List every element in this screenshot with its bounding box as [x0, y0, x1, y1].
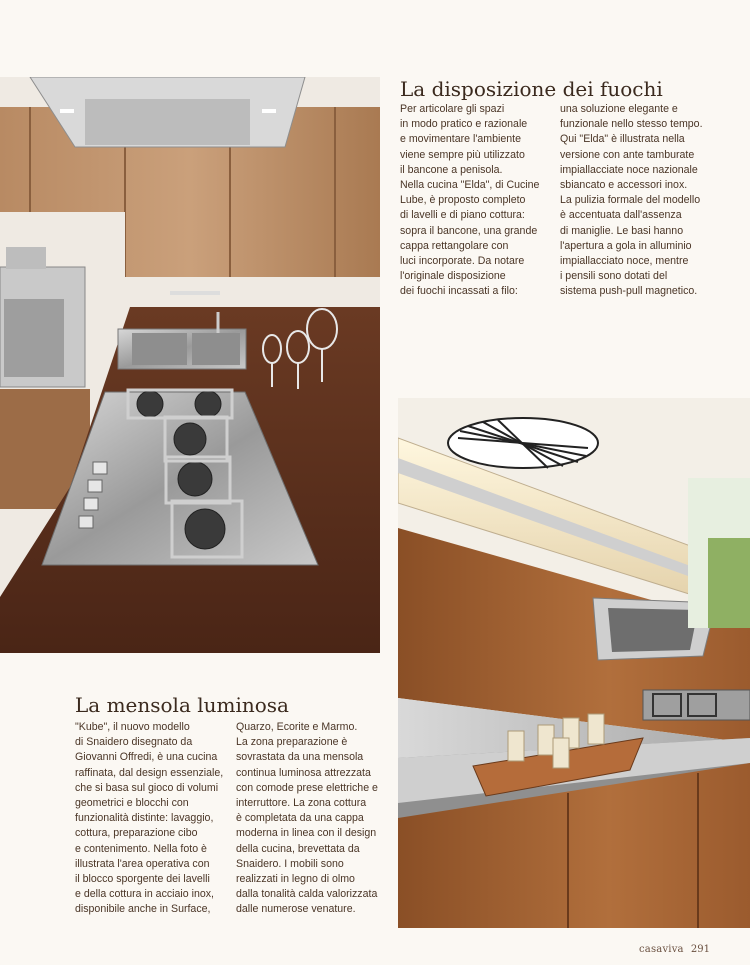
text-line: continua luminosa attrezzata: [236, 766, 371, 779]
text-line: di lavelli e di piano cottura:: [400, 209, 525, 222]
text-line: disponibile anche in Surface,: [75, 903, 211, 916]
text-line: viene sempre più utilizzato: [400, 148, 525, 161]
text-line: sopra il bancone, una grande: [400, 224, 538, 237]
text-line: luci incorporate. Da notare: [400, 255, 525, 268]
text-line: impiallacciate noce nazionale: [560, 163, 698, 176]
text-line: dei fuochi incassati a filo:: [400, 285, 518, 298]
text-line: l'originale disposizione: [400, 270, 506, 283]
text-line: Giovanni Offredi, è una cucina: [75, 751, 218, 764]
text-line: dalle numerose venature.: [236, 903, 356, 916]
text-line: è completata da una cappa: [236, 812, 364, 825]
text-line: in modo pratico e razionale: [400, 118, 528, 131]
text-line: dalla tonalità calda valorizzata: [236, 888, 378, 901]
page-folio: [639, 944, 710, 955]
text-line: geometrici e blocchi con: [75, 797, 189, 810]
text-line: impiallacciato noce, mentre: [560, 255, 689, 268]
text-line: Qui "Elda" è illustrata nella: [560, 133, 685, 146]
text-line: il blocco sporgente dei lavelli: [75, 873, 210, 886]
text-line: Per articolare gli spazi: [400, 103, 505, 115]
text-line: i pensili sono dotati del: [560, 270, 668, 283]
text-line: sbiancato e accessori inox.: [560, 179, 688, 192]
text-line: è accentuata dall'assenza: [560, 209, 682, 222]
text-line: sovrastata da una mensola: [236, 751, 364, 764]
text-line: funzionale nello stesso tempo.: [560, 118, 703, 131]
heading-disposizione-fuochi: La disposizione dei fuochi: [400, 77, 663, 101]
text-line: una soluzione elegante e: [560, 103, 678, 115]
article-bottom-column-right: [236, 720, 378, 918]
text-line: il bancone a penisola.: [400, 163, 503, 176]
text-line: e della cottura in acciaio inox,: [75, 888, 214, 901]
text-line: La pulizia formale del modello: [560, 194, 701, 207]
text-line: di Snaidero disegnato da: [75, 736, 193, 749]
text-line: versione con ante tamburate: [560, 148, 695, 161]
text-line: con comode prese elettriche e: [236, 781, 378, 794]
kitchen-kube-photo: [398, 398, 750, 928]
text-line: e contenimento. Nella foto è: [75, 842, 207, 855]
text-line: di maniglie. Le basi hanno: [560, 224, 684, 237]
page-number: 291: [690, 944, 710, 955]
magazine-name: casaviva: [639, 944, 684, 955]
text-line: che si basa sul gioco di volumi: [75, 781, 219, 794]
text-line: raffinata, dal design essenziale,: [75, 766, 224, 779]
text-line: Quarzo, Ecorite e Marmo.: [236, 721, 358, 733]
text-line: La zona preparazione è: [236, 736, 348, 749]
heading-mensola-luminosa: La mensola luminosa: [75, 693, 289, 717]
text-line: cottura, preparazione cibo: [75, 827, 198, 840]
text-line: illustrata l'area operativa con: [75, 857, 210, 870]
text-line: della cucina, brevettata da: [236, 842, 360, 855]
article-top-column-left: [400, 102, 539, 300]
text-line: Lube, è proposto completo: [400, 194, 526, 207]
text-line: Nella cucina "Elda", di Cucine: [400, 179, 540, 192]
text-line: "Kube", il nuovo modello: [75, 721, 190, 733]
kitchen-elda-photo: [0, 77, 380, 653]
text-line: cappa rettangolare con: [400, 239, 509, 252]
text-line: moderna in linea con il design: [236, 827, 377, 840]
text-line: funzionalità distinte: lavaggio,: [75, 812, 214, 825]
text-line: Snaidero. I mobili sono: [236, 857, 344, 870]
text-line: interruttore. La zona cottura: [236, 797, 367, 810]
article-bottom-column-left: [75, 720, 223, 918]
text-line: e movimentare l'ambiente: [400, 133, 521, 146]
text-line: sistema push-pull magnetico.: [560, 285, 698, 298]
article-top-column-right: [560, 102, 703, 300]
text-line: realizzati in legno di olmo: [236, 873, 355, 886]
text-line: l'apertura a gola in alluminio: [560, 239, 692, 252]
